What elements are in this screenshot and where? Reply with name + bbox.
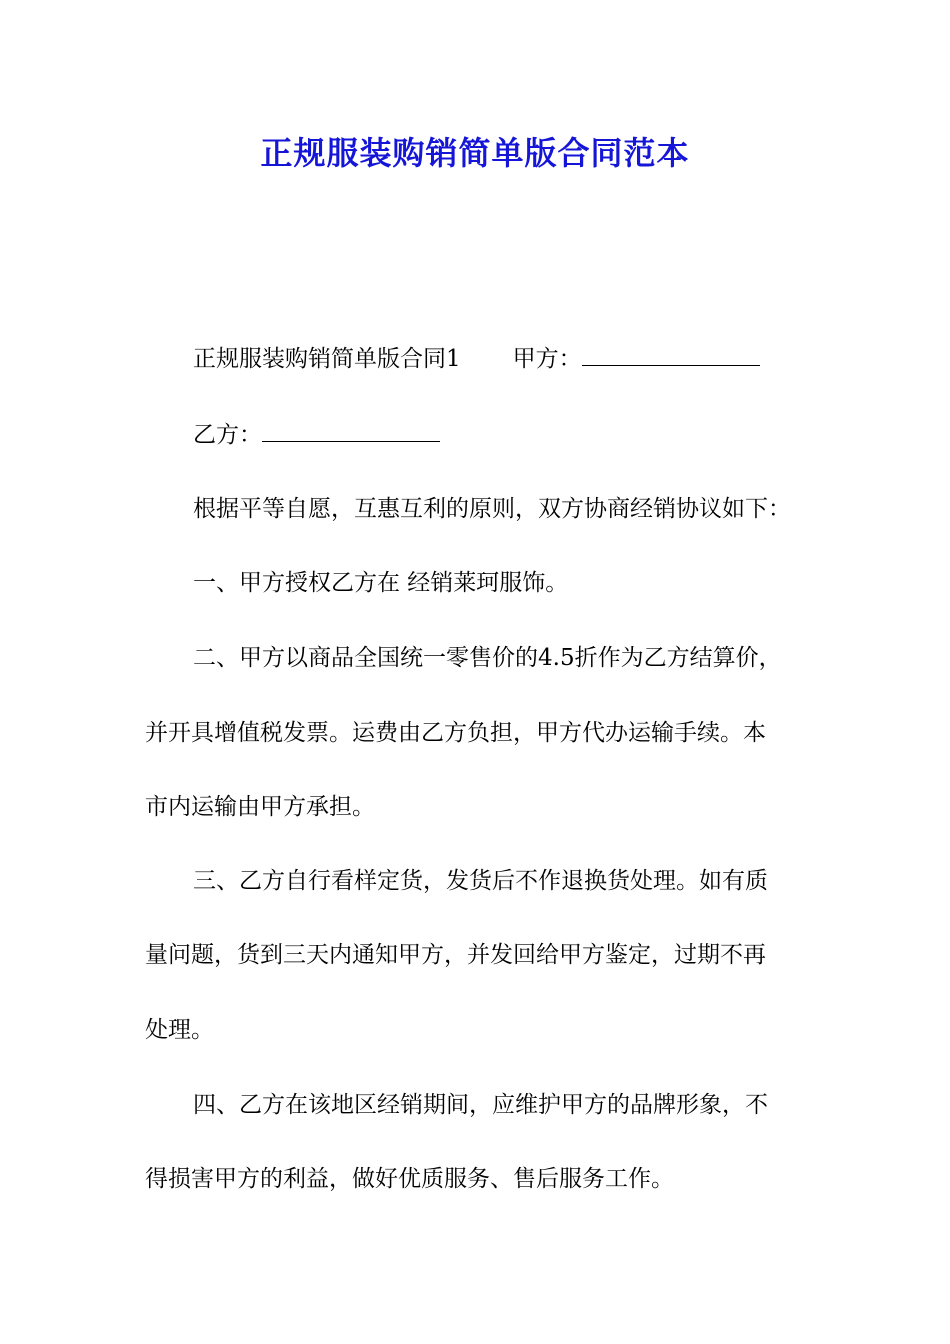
contract-name: 正规服装购销简单版合同1 <box>193 346 461 372</box>
party-a-label: 甲方： <box>512 346 582 372</box>
document-title: 正规服装购销简单版合同范本 <box>260 134 690 172</box>
paragraph-line: 得损害甲方的利益，做好优质服务、售后服务工作。 <box>145 1166 674 1192</box>
paragraph-line: 三、乙方自行看样定货，发货后不作退换货处理。如有质 <box>193 868 768 894</box>
paragraph-line: 处理。 <box>145 1017 214 1043</box>
party-b-blank <box>262 421 440 442</box>
contract-header-line <box>193 344 873 374</box>
paragraph-line: 四、乙方在该地区经销期间，应维护甲方的品牌形象，不 <box>193 1092 768 1118</box>
party-b-line <box>193 420 873 450</box>
paragraph-line: 一、甲方授权乙方在 经销莱珂服饰。 <box>193 570 569 596</box>
paragraph-line: 根据平等自愿，互惠互利的原则，双方协商经销协议如下： <box>193 496 791 522</box>
paragraph-line: 二、甲方以商品全国统一零售价的4.5折作为乙方结算价， <box>193 645 782 671</box>
paragraph-line: 市内运输由甲方承担。 <box>145 794 375 820</box>
party-b-label: 乙方： <box>193 422 262 448</box>
paragraph-line: 并开具增值税发票。运费由乙方负担，甲方代办运输手续。本 <box>145 720 766 746</box>
paragraph-line: 量问题，货到三天内通知甲方，并发回给甲方鉴定，过期不再 <box>145 942 766 968</box>
party-a-blank <box>582 345 760 366</box>
